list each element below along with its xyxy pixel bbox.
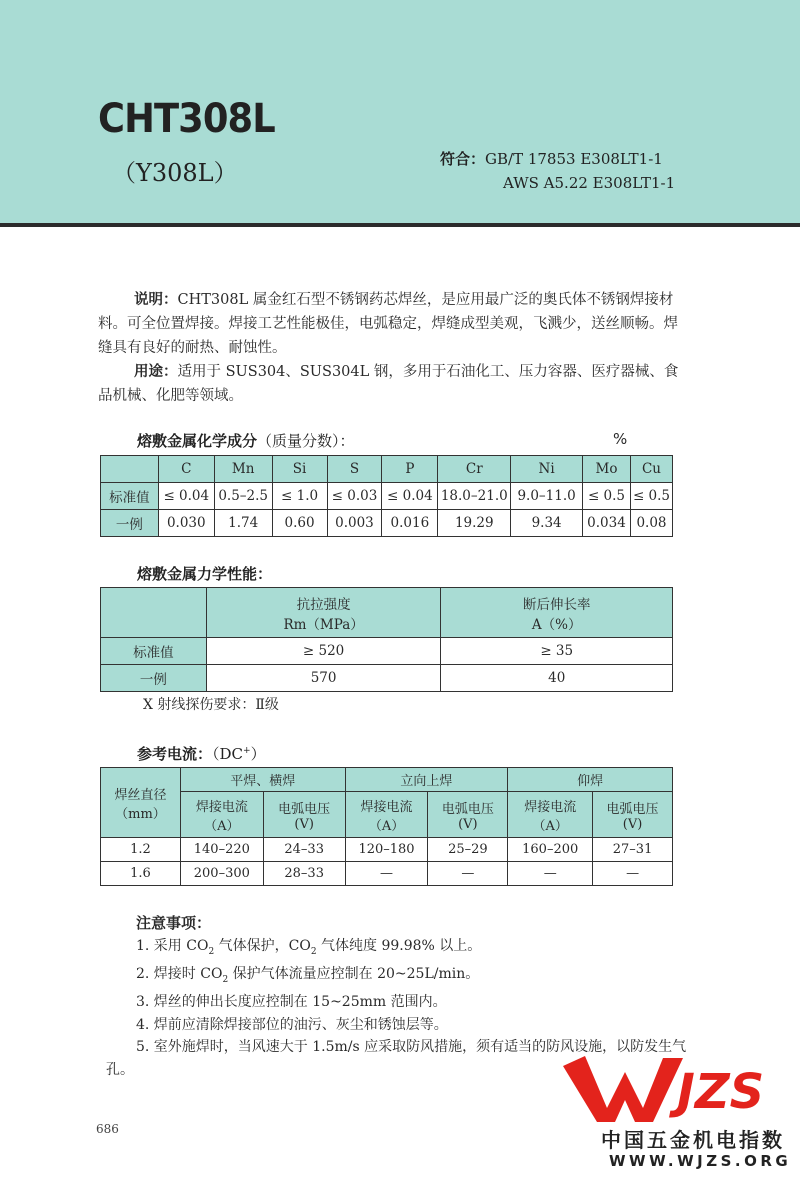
tensile-header-label: 抗拉强度	[296, 596, 351, 613]
sub-header-unit: （A）	[204, 818, 240, 834]
chemical-header-cell: P	[382, 456, 438, 483]
header-divider	[0, 223, 800, 227]
current-row-1-2	[101, 838, 673, 862]
standard-gb: GB/T 17853 E308LT1-1	[485, 150, 663, 168]
chemical-header-cell	[101, 456, 159, 483]
table-cell: ≤ 0.04	[382, 483, 438, 510]
mechanical-row-standard	[101, 638, 673, 665]
table-cell: —	[345, 862, 428, 886]
table-cell: ≤ 0.5	[630, 483, 672, 510]
sub-header-label: 电弧电压	[606, 801, 659, 817]
current-section-title	[137, 743, 266, 764]
note-1	[106, 935, 696, 963]
table-cell: 一例	[101, 665, 207, 692]
xray-requirement: X 射线探伤要求：Ⅱ级	[143, 697, 279, 713]
standards-label: 符合：	[440, 150, 486, 168]
table-cell: 一例	[101, 510, 159, 537]
table-cell: 19.29	[438, 510, 511, 537]
table-cell: 标准值	[101, 483, 159, 510]
mechanical-header-row	[101, 588, 673, 638]
table-cell: 0.030	[158, 510, 214, 537]
logo-letters: JZS	[677, 1064, 765, 1120]
table-cell: 9.0–11.0	[511, 483, 583, 510]
elongation-header	[441, 588, 673, 638]
mechanical-section-title: 熔敷金属力学性能：	[137, 565, 273, 583]
current-sub-header	[180, 792, 263, 838]
group-overhead: 仰焊	[508, 768, 673, 792]
table-cell: 1.6	[101, 862, 181, 886]
chemical-header-cell: Cr	[438, 456, 511, 483]
chemical-section-title	[137, 430, 355, 451]
chemical-header-cell: Ni	[511, 456, 583, 483]
table-cell: 0.003	[327, 510, 382, 537]
elongation-header-unit: A（%）	[531, 616, 582, 633]
table-cell: ≥ 520	[206, 638, 441, 665]
chemical-unit: %	[613, 430, 628, 448]
current-title: 参考电流：	[137, 745, 213, 763]
table-cell: 1.74	[214, 510, 272, 537]
table-cell: 28–33	[263, 862, 345, 886]
table-cell: 0.016	[382, 510, 438, 537]
diameter-header-unit: （mm）	[115, 806, 166, 822]
current-note-sup: +	[243, 746, 251, 756]
sub-header-unit: (V)	[458, 816, 478, 832]
table-cell	[101, 588, 207, 638]
voltage-sub-header	[428, 792, 508, 838]
table-cell: 40	[441, 665, 673, 692]
table-cell: 140–220	[180, 838, 263, 862]
current-group-row	[101, 768, 673, 792]
note-1-sub: 2	[310, 946, 317, 957]
wjzs-logo-icon	[555, 1032, 785, 1124]
tensile-header-unit: Rm（MPa）	[283, 616, 364, 633]
table-cell: ≤ 1.0	[272, 483, 327, 510]
chemical-title: 熔敷金属化学成分	[137, 432, 258, 450]
sub-header-unit: （A）	[368, 818, 405, 834]
table-cell: ≥ 35	[441, 638, 673, 665]
chemical-note: （质量分数）：	[257, 432, 355, 450]
sub-header-label: 电弧电压	[441, 801, 494, 817]
current-note-prefix: （DC	[212, 745, 244, 763]
logo-chinese-name: 中国五金机电指数	[601, 1128, 785, 1152]
note-5: 5. 室外施焊时，当风速大于 1.5m/s 应采取防风措施，须有适当的防风设施，以防发生气孔。	[106, 1039, 687, 1078]
table-cell: 0.5–2.5	[214, 483, 272, 510]
table-cell: ≤ 0.5	[583, 483, 631, 510]
diameter-header-label: 焊丝直径	[114, 787, 167, 803]
table-cell: ≤ 0.03	[327, 483, 382, 510]
page-number: 686	[96, 1122, 119, 1136]
sub-header-label: 焊接电流	[360, 799, 413, 815]
mechanical-table	[100, 587, 673, 692]
chemical-header-row	[101, 456, 673, 483]
usage-label: 用途：	[134, 364, 178, 380]
table-cell: 18.0–21.0	[438, 483, 511, 510]
sub-header-unit: (V)	[294, 816, 314, 832]
current-sub-header	[508, 792, 593, 838]
table-cell: —	[428, 862, 508, 886]
chemical-header-cell: S	[327, 456, 382, 483]
voltage-sub-header	[263, 792, 345, 838]
group-vertical-up: 立向上焊	[345, 768, 508, 792]
current-sub-header	[345, 792, 428, 838]
chemical-row-example	[101, 510, 673, 537]
chemical-header-cell: Mo	[583, 456, 631, 483]
current-table	[100, 767, 673, 886]
chemical-header-cell: Cu	[630, 456, 672, 483]
table-cell: 120–180	[345, 838, 428, 862]
chemical-header-cell: Si	[272, 456, 327, 483]
chemical-header-cell: Mn	[214, 456, 272, 483]
table-cell: 200–300	[180, 862, 263, 886]
note-1-text: 气体保护，CO	[214, 937, 311, 954]
note-2-text: 2. 焊接时 CO	[136, 965, 223, 982]
description-text: CHT308L 属金红石型不锈钢药芯焊丝，是应用最广泛的奥氏体不锈钢焊接材料。可全位置焊接。焊接工艺性能极佳，电弧稳定，焊缝成型美观，飞溅少，送丝顺畅。焊缝具有良好的耐热、耐蚀性。	[98, 292, 678, 356]
elongation-header-label: 断后伸长率	[522, 596, 591, 613]
voltage-sub-header	[593, 792, 673, 838]
sub-header-label: 电弧电压	[278, 801, 331, 817]
note-1-text: 气体纯度 99.98% 以上。	[316, 937, 482, 954]
description-label: 说明：	[134, 292, 178, 308]
current-sub-header-row	[101, 792, 673, 838]
note-2	[106, 963, 696, 991]
current-note	[212, 745, 266, 763]
table-cell: 0.60	[272, 510, 327, 537]
logo-url: WWW.WJZS.ORG	[609, 1152, 792, 1170]
table-cell: 0.034	[583, 510, 631, 537]
mechanical-row-example	[101, 665, 673, 692]
table-cell: 9.34	[511, 510, 583, 537]
standards-block	[440, 147, 675, 195]
note-1-sub: 2	[208, 946, 215, 957]
standard-aws: AWS A5.22 E308LT1-1	[503, 174, 676, 192]
table-cell: 0.08	[630, 510, 672, 537]
chemical-row-standard	[101, 483, 673, 510]
diameter-header	[101, 768, 181, 838]
table-cell: 标准值	[101, 638, 207, 665]
table-cell: 570	[206, 665, 441, 692]
description	[98, 288, 688, 408]
logo-arrow-shape	[563, 1056, 683, 1122]
note-2-sub: 2	[222, 974, 229, 985]
product-title: CHT308L	[98, 96, 275, 142]
note-1-text: 1. 采用 CO	[136, 937, 209, 954]
chemical-header-cell: C	[158, 456, 214, 483]
tensile-header	[206, 588, 441, 638]
group-flat-horizontal: 平焊、横焊	[180, 768, 345, 792]
note-2-text: 保护气体流量应控制在 20~25L/min。	[228, 965, 480, 982]
usage-text: 适用于 SUS304、SUS304L 钢，多用于石油化工、压力容器、医疗器械、食品机械、化肥等领域。	[98, 364, 679, 404]
table-cell: —	[593, 862, 673, 886]
current-note-suffix: ）	[250, 745, 266, 763]
table-cell: —	[508, 862, 593, 886]
product-alias: （Y308L）	[112, 159, 238, 187]
notes-title: 注意事项：	[136, 914, 212, 932]
chemical-table	[100, 455, 673, 537]
sub-header-unit: (V)	[622, 816, 643, 832]
current-row-1-6	[101, 862, 673, 886]
sub-header-label: 焊接电流	[195, 799, 248, 815]
sub-header-label: 焊接电流	[524, 799, 577, 815]
sub-header-unit: （A）	[532, 818, 568, 834]
note-4: 4. 焊前应清除焊接部位的油污、灰尘和锈蚀层等。	[136, 1016, 448, 1033]
table-cell: 1.2	[101, 838, 181, 862]
table-cell: 24–33	[263, 838, 345, 862]
table-cell: 27–31	[593, 838, 673, 862]
table-cell: ≤ 0.04	[158, 483, 214, 510]
note-3: 3. 焊丝的伸出长度应控制在 15~25mm 范围内。	[136, 994, 447, 1011]
table-cell: 25–29	[428, 838, 508, 862]
table-cell: 160–200	[508, 838, 593, 862]
